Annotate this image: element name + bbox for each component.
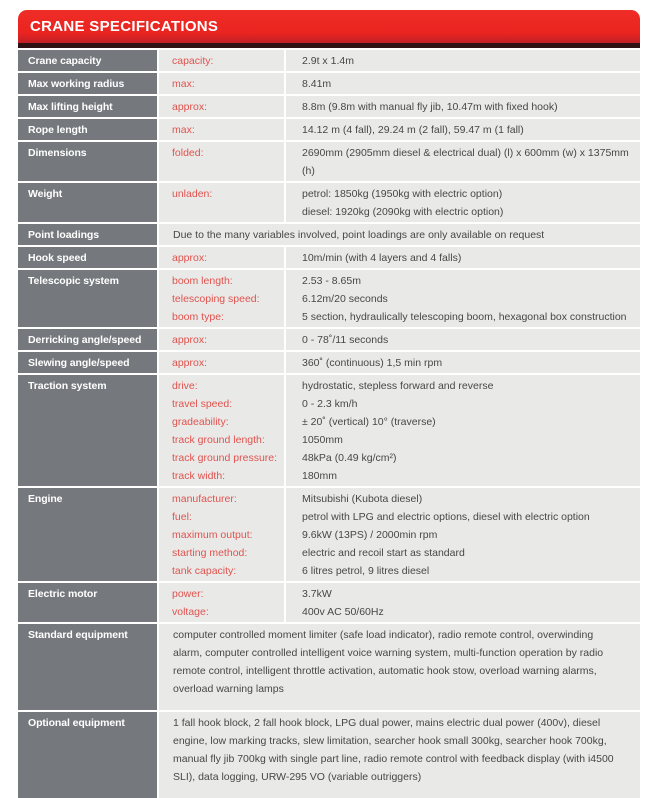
row-label: Weight (18, 183, 157, 222)
spec-value: 0 - 78˚/11 seconds (302, 334, 389, 346)
spec-key: voltage: (172, 606, 209, 618)
spec-values-column (286, 329, 640, 350)
row-label: Optional equipment (18, 712, 157, 798)
spec-value: ± 20˚ (vertical) 10° (traverse) (302, 416, 436, 428)
spec-keys-column (159, 247, 284, 268)
spec-keys-column (159, 183, 284, 222)
spec-keys-column (159, 488, 284, 581)
table-row (18, 488, 640, 581)
spec-key: folded: (172, 147, 204, 159)
spec-value: diesel: 1920kg (2090kg with electric option) (302, 206, 504, 218)
row-label: Engine (18, 488, 157, 581)
spec-value: 1050mm (302, 434, 343, 446)
spec-keys-column (159, 73, 284, 94)
spec-rows (18, 50, 640, 798)
spec-values-column (286, 50, 640, 71)
spec-values-column (286, 247, 640, 268)
spec-value: 10m/min (with 4 layers and 4 falls) (302, 252, 462, 264)
spec-keys-column (159, 270, 284, 327)
spec-value: 48kPa (0.49 kg/cm²) (302, 452, 397, 464)
row-label: Point loadings (18, 224, 157, 245)
table-row (18, 624, 640, 710)
spec-value: 8.41m (302, 78, 332, 90)
spec-value: 5 section, hydraulically telescoping boom, hexagonal box construction (302, 311, 627, 323)
spec-values-column (286, 119, 640, 140)
spec-key: max: (172, 124, 195, 136)
spec-values-column (286, 270, 640, 327)
spec-key: max: (172, 78, 195, 90)
spec-key: drive: (172, 380, 198, 392)
table-row (18, 183, 640, 222)
spec-value: electric and recoil start as standard (302, 547, 465, 559)
spec-values-column (286, 375, 640, 486)
spec-value: 360˚ (continuous) 1,5 min rpm (302, 357, 443, 369)
table-row (18, 224, 640, 245)
spec-values-column (286, 142, 640, 181)
spec-values-column (286, 183, 640, 222)
spec-key: approx: (172, 357, 208, 369)
spec-values-column (286, 96, 640, 117)
row-label: Max lifting height (18, 96, 157, 117)
spec-keys-column (159, 375, 284, 486)
spec-values-column (286, 73, 640, 94)
spec-keys-column (159, 329, 284, 350)
merged-text: computer controlled moment limiter (safe load indicator), radio remote control, overwinding alarm, computer controlled intelligent voice warning system, multi-function operation by radio remote control, intelligent throttle activation, automatic hook stow, overload warning alarms, overload warning lamps (159, 624, 640, 710)
spec-value: 6 litres petrol, 9 litres diesel (302, 565, 430, 577)
spec-keys-column (159, 583, 284, 622)
page-title: CRANE SPECIFICATIONS (30, 18, 219, 35)
row-label: Slewing angle/speed (18, 352, 157, 373)
row-label: Hook speed (18, 247, 157, 268)
table-row (18, 142, 640, 181)
spec-key: travel speed: (172, 398, 233, 410)
spec-key: track width: (172, 470, 226, 482)
table-row (18, 73, 640, 94)
spec-key: unladen: (172, 188, 213, 200)
spec-values-column (286, 488, 640, 581)
table-row (18, 247, 640, 268)
spec-value: 2.53 - 8.65m (302, 275, 361, 287)
spec-keys-column (159, 142, 284, 181)
merged-text: Due to the many variables involved, point loadings are only available on request (159, 224, 640, 245)
spec-key: manufacturer: (172, 493, 237, 505)
table-row (18, 375, 640, 486)
spec-value: 3.7kW (302, 588, 332, 600)
row-label: Traction system (18, 375, 157, 486)
spec-key: approx: (172, 101, 208, 113)
row-label: Derricking angle/speed (18, 329, 157, 350)
spec-key: maximum output: (172, 529, 253, 541)
table-row (18, 352, 640, 373)
table-row (18, 119, 640, 140)
spec-value: 2690mm (2905mm diesel & electrical dual) (l) x 600mm (w) x 1375mm (h) (302, 147, 629, 177)
table-row (18, 583, 640, 622)
spec-key: fuel: (172, 511, 192, 523)
table-row (18, 329, 640, 350)
merged-text: 1 fall hook block, 2 fall hook block, LPG dual power, mains electric dual power (400v), diesel engine, low marking tracks, slew limitation, searcher hook small 300kg, searcher hook 700kg, manual fly jib 700kg with single part line, radio remote control with feedback display (with i4500 SLI), data logging, URW-295 VO (variable outriggers) (159, 712, 640, 798)
spec-keys-column (159, 50, 284, 71)
spec-value: 6.12m/20 seconds (302, 293, 388, 305)
spec-table (18, 10, 640, 798)
spec-value: hydrostatic, stepless forward and reverse (302, 380, 494, 392)
table-row (18, 96, 640, 117)
spec-key: track ground length: (172, 434, 265, 446)
row-label: Rope length (18, 119, 157, 140)
row-label: Max working radius (18, 73, 157, 94)
spec-key: capacity: (172, 55, 214, 67)
spec-value: Mitsubishi (Kubota diesel) (302, 493, 423, 505)
spec-value: 180mm (302, 470, 338, 482)
spec-keys-column (159, 119, 284, 140)
row-label: Standard equipment (18, 624, 157, 710)
spec-value: 8.8m (9.8m with manual fly jib, 10.47m with fixed hook) (302, 101, 558, 113)
spec-value: petrol: 1850kg (1950kg with electric option) (302, 188, 503, 200)
spec-value: 0 - 2.3 km/h (302, 398, 358, 410)
spec-value: 400v AC 50/60Hz (302, 606, 384, 618)
spec-key: track ground pressure: (172, 452, 278, 464)
spec-key: boom type: (172, 311, 224, 323)
spec-key: tank capacity: (172, 565, 237, 577)
spec-value: petrol with LPG and electric options, diesel with electric option (302, 511, 590, 523)
table-row (18, 270, 640, 327)
spec-values-column (286, 583, 640, 622)
row-label: Dimensions (18, 142, 157, 181)
spec-key (172, 203, 282, 221)
spec-table-header (18, 10, 640, 48)
spec-value: 2.9t x 1.4m (302, 55, 354, 67)
row-label: Crane capacity (18, 50, 157, 71)
table-row (18, 712, 640, 798)
table-row (18, 50, 640, 71)
spec-values-column (286, 352, 640, 373)
spec-key: starting method: (172, 547, 248, 559)
spec-value: 9.6kW (13PS) / 2000min rpm (302, 529, 438, 541)
spec-key: boom length: (172, 275, 233, 287)
spec-key: telescoping speed: (172, 293, 260, 305)
spec-key: power: (172, 588, 204, 600)
row-label: Electric motor (18, 583, 157, 622)
spec-value: 14.12 m (4 fall), 29.24 m (2 fall), 59.47 m (1 fall) (302, 124, 524, 136)
spec-key: approx: (172, 334, 208, 346)
row-label: Telescopic system (18, 270, 157, 327)
spec-keys-column (159, 352, 284, 373)
spec-key: gradeability: (172, 416, 229, 428)
spec-key: approx: (172, 252, 208, 264)
spec-keys-column (159, 96, 284, 117)
